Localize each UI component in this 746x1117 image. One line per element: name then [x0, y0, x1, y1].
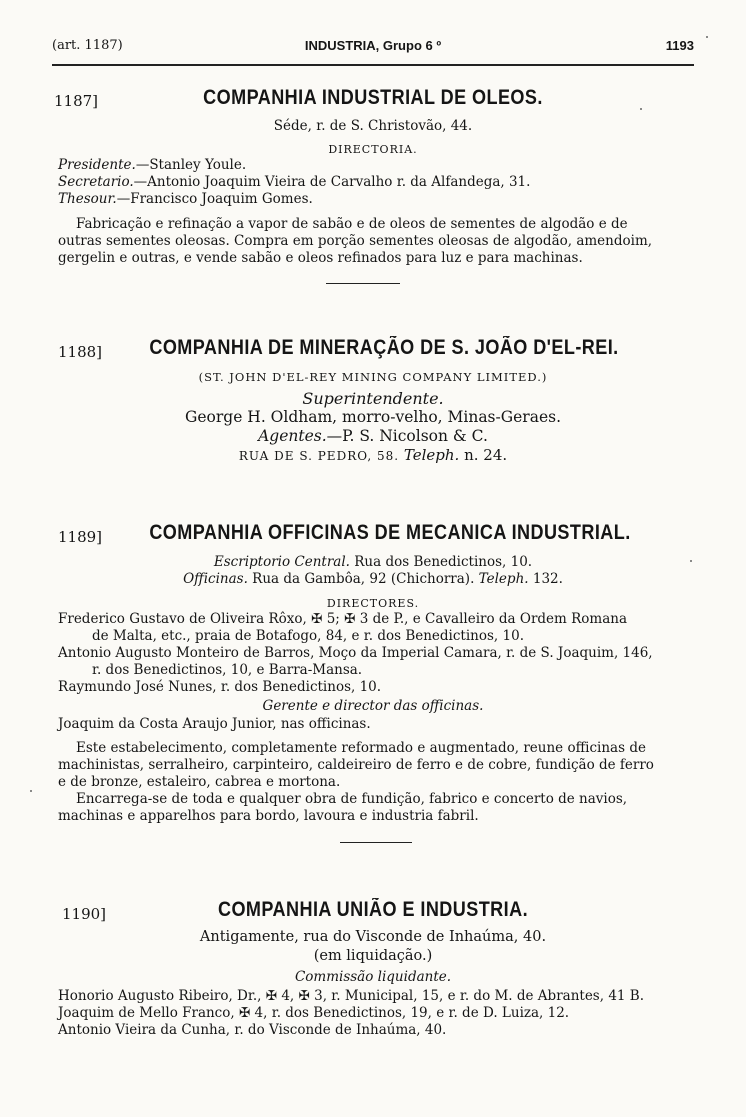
page-speck	[706, 36, 708, 38]
section-heading: Commissão liquidante.	[294, 969, 452, 985]
workshop-label: Officinas.	[183, 571, 248, 587]
officer-text: —Francisco Joaquim Gomes.	[116, 191, 313, 207]
liquidation-note: (em liquidação.)	[313, 948, 433, 964]
officer-role: Secretario.	[58, 174, 134, 190]
company-name: COMPANHIA DE MINERAÇÃO DE S. JOÃO D'EL-REI.	[149, 336, 619, 359]
member-line: Joaquim de Mello Franco, ✠ 4, r. dos Benedictinos, 19, e r. de D. Luiza, 12.	[58, 1005, 570, 1021]
telephone-label: Teleph.	[478, 571, 529, 587]
description-line: machinas e apparelhos para bordo, lavoura e industria fabril.	[58, 808, 479, 824]
office-address: Rua dos Benedictinos, 10.	[354, 554, 533, 570]
director-line: Frederico Gustavo de Oliveira Rôxo, ✠ 5; ✠ 3 de P., e Cavalleiro da Ordem Romana	[58, 611, 628, 627]
description-line: outras sementes oleosas. Compra em porção sementes oleosas de algodão, amendoim,	[58, 233, 653, 249]
section-heading: Superintendente.	[302, 389, 444, 408]
manager-line: Joaquim da Costa Araujo Junior, nas officinas.	[58, 716, 371, 732]
address-street: RUA DE S. PEDRO, 58.	[238, 449, 400, 463]
agents-line	[0, 427, 746, 445]
telephone-number: 132.	[532, 571, 563, 587]
description-line: Este estabelecimento, completamente reformado e augmentado, reune officinas de	[76, 740, 646, 756]
description-line: Fabricação e refinação a vapor de sabão e de oleos de sementes de algodão e de	[76, 216, 628, 232]
section-heading: DIRECTORES.	[326, 597, 420, 610]
officer-line	[58, 174, 530, 191]
officer-text: —Stanley Youle.	[135, 157, 247, 173]
agents-label: Agentes.	[258, 427, 327, 445]
telephone-label: Teleph.	[403, 446, 460, 464]
entry-number: 1188]	[58, 343, 103, 361]
company-name: COMPANHIA UNIÃO E INDUSTRIA.	[217, 898, 529, 921]
officer-role: Presidente.	[58, 157, 136, 173]
page-speck	[640, 108, 642, 110]
director-line: de Malta, etc., praia de Botafogo, 84, e r. dos Benedictinos, 10.	[92, 628, 524, 644]
entry-number: 1187]	[54, 92, 99, 110]
section-divider	[326, 283, 400, 284]
member-line: Antonio Vieira da Cunha, r. do Visconde de Inhaúma, 40.	[58, 1022, 447, 1038]
description-line: e de bronze, estaleiro, cabrea e mortona.	[58, 774, 341, 790]
workshop-address: Rua da Gambôa, 92 (Chichorra).	[252, 571, 475, 587]
office-line	[0, 554, 746, 571]
description-line: gergelin e outras, e vende sabão e oleos refinados para luz e para machinas.	[58, 250, 583, 266]
director-line: Antonio Augusto Monteiro de Barros, Moço da Imperial Camara, r. de S. Joaquim, 146,	[58, 645, 653, 661]
officer-line	[58, 191, 313, 208]
header-title: INDUSTRIA, Grupo 6 º	[304, 38, 442, 53]
entry-number: 1189]	[58, 528, 103, 546]
manager-heading: Gerente e director das officinas.	[262, 698, 484, 714]
officer-role: Thesour.	[58, 191, 117, 207]
director-line: Raymundo José Nunes, r. dos Benedictinos, 10.	[58, 679, 382, 695]
member-line: Honorio Augusto Ribeiro, Dr., ✠ 4, ✠ 3, r. Municipal, 15, e r. do M. de Abrantes, 41 B.	[58, 988, 645, 1004]
company-name: COMPANHIA INDUSTRIAL DE OLEOS.	[203, 86, 543, 109]
page-number: 1193	[665, 38, 694, 53]
agents-address	[0, 446, 746, 464]
company-subtitle: (ST. JOHN D'EL-REY MINING COMPANY LIMITED.)	[198, 370, 548, 384]
workshop-line	[0, 571, 746, 588]
director-line: r. dos Benedictinos, 10, e Barra-Mansa.	[92, 662, 363, 678]
company-name: COMPANHIA OFFICINAS DE MECANICA INDUSTRIAL.	[149, 521, 631, 544]
company-address: Séde, r. de S. Christovão, 44.	[273, 118, 473, 134]
description-line: machinistas, serralheiro, carpinteiro, caldeireiro de ferro e de cobre, fundição de ferro	[58, 757, 654, 773]
section-heading: DIRECTORIA.	[328, 143, 418, 156]
section-divider	[340, 842, 412, 843]
superintendent-line: George H. Oldham, morro-velho, Minas-Geraes.	[184, 408, 562, 426]
page-speck	[30, 790, 32, 792]
officer-text: —Antonio Joaquim Vieira de Carvalho r. da Alfandega, 31.	[133, 174, 531, 190]
telephone-number: n. 24.	[464, 446, 508, 464]
office-label: Escriptorio Central.	[213, 554, 350, 570]
description-line: Encarrega-se de toda e qualquer obra de fundição, fabrico e concerto de navios,	[76, 791, 628, 807]
former-address: Antigamente, rua do Visconde de Inhaúma, 40.	[199, 929, 547, 945]
header-rule	[52, 64, 694, 66]
page-speck	[690, 560, 692, 562]
header-article-ref: (art. 1187)	[52, 38, 123, 53]
officer-line	[58, 157, 246, 174]
entry-number: 1190]	[62, 905, 107, 923]
agents-text: —P. S. Nicolson & C.	[326, 427, 488, 445]
